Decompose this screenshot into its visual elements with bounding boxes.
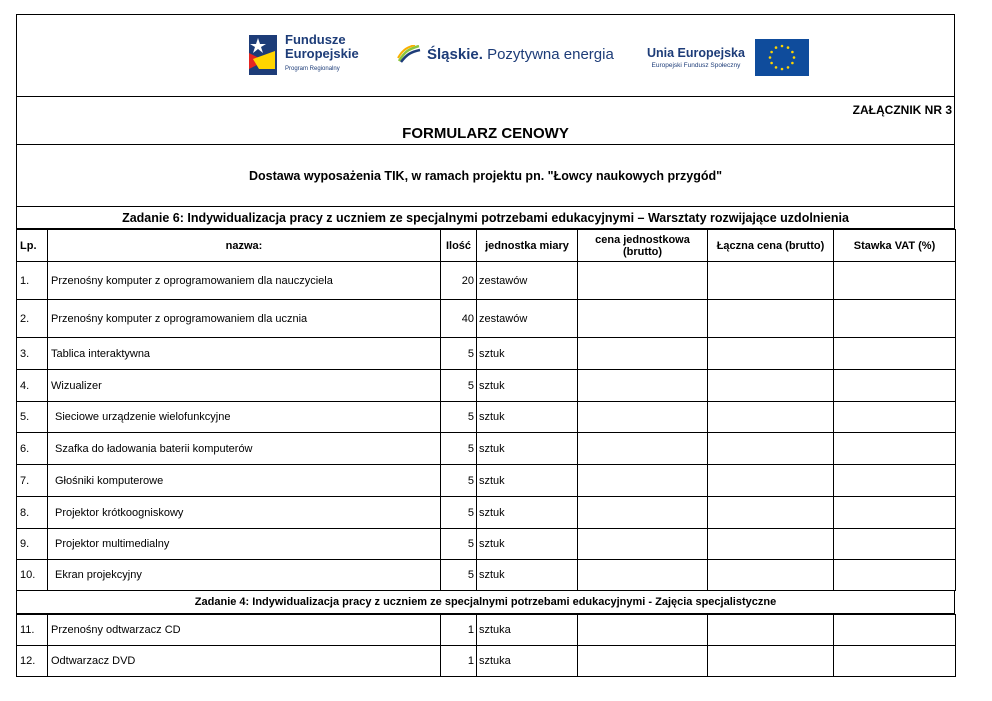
price-table-task4 bbox=[16, 614, 956, 677]
fe-line1: Fundusze bbox=[285, 32, 346, 47]
cell-total[interactable] bbox=[708, 529, 834, 560]
cell-name: Wizualizer bbox=[48, 370, 441, 402]
cell-name: Przenośny odtwarzacz CD bbox=[48, 615, 441, 646]
cell-unit-price[interactable] bbox=[578, 300, 708, 338]
unia-europejska-logo bbox=[647, 39, 809, 76]
cell-qty: 5 bbox=[441, 433, 477, 465]
cell-unit-price[interactable] bbox=[578, 646, 708, 677]
eu-flag-icon bbox=[755, 39, 809, 76]
table-row bbox=[17, 433, 956, 465]
table-row bbox=[17, 300, 956, 338]
logo-header bbox=[16, 14, 955, 97]
fe-line2: Europejskie bbox=[285, 46, 359, 61]
cell-lp: 2. bbox=[17, 300, 48, 338]
price-form-sheet bbox=[16, 14, 955, 677]
cell-lp: 11. bbox=[17, 615, 48, 646]
table-row bbox=[17, 402, 956, 433]
subject-section bbox=[16, 145, 955, 207]
cell-total[interactable] bbox=[708, 262, 834, 300]
cell-unit: sztuk bbox=[477, 497, 578, 529]
title-section bbox=[16, 97, 955, 145]
cell-name: Przenośny komputer z oprogramowaniem dla nauczyciela bbox=[48, 262, 441, 300]
cell-lp: 3. bbox=[17, 338, 48, 370]
col-lp: Lp. bbox=[17, 230, 48, 262]
cell-name: Tablica interaktywna bbox=[48, 338, 441, 370]
cell-qty: 5 bbox=[441, 497, 477, 529]
cell-vat[interactable] bbox=[834, 465, 956, 497]
cell-name: Projektor krótkoogniskowy bbox=[48, 497, 441, 529]
cell-vat[interactable] bbox=[834, 300, 956, 338]
cell-name: Ekran projekcyjny bbox=[48, 560, 441, 591]
cell-unit: sztuk bbox=[477, 529, 578, 560]
cell-unit: sztuka bbox=[477, 646, 578, 677]
cell-vat[interactable] bbox=[834, 560, 956, 591]
cell-unit: sztuk bbox=[477, 402, 578, 433]
task6-heading: Zadanie 6: Indywidualizacja pracy z uczniem ze specjalnymi potrzebami edukacyjnymi – Warsztaty rozwijające uzdolnienia bbox=[16, 207, 955, 229]
col-qty: Ilość bbox=[441, 230, 477, 262]
cell-vat[interactable] bbox=[834, 433, 956, 465]
cell-lp: 9. bbox=[17, 529, 48, 560]
subject-text: Dostawa wyposażenia TIK, w ramach projektu pn. "Łowcy naukowych przygód" bbox=[248, 169, 723, 183]
cell-qty: 5 bbox=[441, 465, 477, 497]
cell-total[interactable] bbox=[708, 300, 834, 338]
cell-unit: sztuk bbox=[477, 433, 578, 465]
cell-qty: 5 bbox=[441, 338, 477, 370]
cell-lp: 7. bbox=[17, 465, 48, 497]
form-title: FORMULARZ CENOWY bbox=[402, 125, 569, 142]
cell-vat[interactable] bbox=[834, 646, 956, 677]
slaskie-wave-icon bbox=[397, 45, 421, 63]
cell-lp: 6. bbox=[17, 433, 48, 465]
col-name: nazwa: bbox=[48, 230, 441, 262]
fundusze-europejskie-mark-icon bbox=[249, 35, 277, 75]
cell-name: Projektor multimedialny bbox=[48, 529, 441, 560]
cell-qty: 5 bbox=[441, 402, 477, 433]
table-row bbox=[17, 529, 956, 560]
table-row bbox=[17, 615, 956, 646]
cell-vat[interactable] bbox=[834, 262, 956, 300]
cell-unit: sztuk bbox=[477, 370, 578, 402]
cell-vat[interactable] bbox=[834, 497, 956, 529]
cell-unit-price[interactable] bbox=[578, 402, 708, 433]
cell-name: Głośniki komputerowe bbox=[48, 465, 441, 497]
fundusze-europejskie-logo bbox=[249, 33, 359, 76]
table-row bbox=[17, 465, 956, 497]
cell-qty: 1 bbox=[441, 615, 477, 646]
slaskie-slogan: Pozytywna energia bbox=[487, 45, 614, 63]
task4-heading: Zadanie 4: Indywidualizacja pracy z uczniem ze specjalnymi potrzebami edukacyjnymi - Zajęcia specjalistyczne bbox=[16, 591, 955, 614]
cell-lp: 12. bbox=[17, 646, 48, 677]
cell-unit-price[interactable] bbox=[578, 529, 708, 560]
slaskie-brand: Śląskie. bbox=[427, 45, 483, 63]
ue-title: Unia Europejska bbox=[647, 46, 745, 60]
cell-name: Odtwarzacz DVD bbox=[48, 646, 441, 677]
cell-unit-price[interactable] bbox=[578, 262, 708, 300]
cell-unit: sztuk bbox=[477, 338, 578, 370]
cell-unit: sztuk bbox=[477, 560, 578, 591]
cell-total[interactable] bbox=[708, 465, 834, 497]
cell-total[interactable] bbox=[708, 497, 834, 529]
cell-qty: 5 bbox=[441, 560, 477, 591]
col-total: Łączna cena (brutto) bbox=[708, 230, 834, 262]
cell-unit: zestawów bbox=[477, 262, 578, 300]
cell-total[interactable] bbox=[708, 370, 834, 402]
cell-total[interactable] bbox=[708, 646, 834, 677]
cell-unit: sztuka bbox=[477, 615, 578, 646]
col-unit: jednostka miary bbox=[477, 230, 578, 262]
cell-unit: zestawów bbox=[477, 300, 578, 338]
price-table-task6 bbox=[16, 229, 956, 591]
cell-qty: 1 bbox=[441, 646, 477, 677]
table-row bbox=[17, 560, 956, 591]
cell-lp: 10. bbox=[17, 560, 48, 591]
cell-name: Przenośny komputer z oprogramowaniem dla ucznia bbox=[48, 300, 441, 338]
table-row bbox=[17, 497, 956, 529]
cell-vat[interactable] bbox=[834, 370, 956, 402]
col-unit-price: cena jednostkowa (brutto) bbox=[578, 230, 708, 262]
cell-unit-price[interactable] bbox=[578, 615, 708, 646]
cell-unit-price[interactable] bbox=[578, 497, 708, 529]
cell-total[interactable] bbox=[708, 433, 834, 465]
cell-total[interactable] bbox=[708, 615, 834, 646]
cell-vat[interactable] bbox=[834, 338, 956, 370]
cell-vat[interactable] bbox=[834, 529, 956, 560]
cell-lp: 5. bbox=[17, 402, 48, 433]
cell-total[interactable] bbox=[708, 402, 834, 433]
cell-unit-price[interactable] bbox=[578, 370, 708, 402]
cell-total[interactable] bbox=[708, 560, 834, 591]
table-row bbox=[17, 370, 956, 402]
cell-unit: sztuk bbox=[477, 465, 578, 497]
cell-unit-price[interactable] bbox=[578, 560, 708, 591]
ue-sub: Europejski Fundusz Społeczny bbox=[651, 62, 741, 69]
cell-vat[interactable] bbox=[834, 402, 956, 433]
table-row bbox=[17, 262, 956, 300]
cell-qty: 40 bbox=[441, 300, 477, 338]
cell-lp: 4. bbox=[17, 370, 48, 402]
slaskie-logo bbox=[397, 45, 614, 63]
cell-unit-price[interactable] bbox=[578, 338, 708, 370]
cell-qty: 5 bbox=[441, 529, 477, 560]
cell-qty: 20 bbox=[441, 262, 477, 300]
table-row bbox=[17, 338, 956, 370]
cell-total[interactable] bbox=[708, 338, 834, 370]
cell-unit-price[interactable] bbox=[578, 433, 708, 465]
table-header-row bbox=[17, 230, 956, 262]
cell-unit-price[interactable] bbox=[578, 465, 708, 497]
cell-qty: 5 bbox=[441, 370, 477, 402]
cell-name: Szafka do ładowania baterii komputerów bbox=[48, 433, 441, 465]
fe-sub: Program Regionalny bbox=[285, 66, 340, 72]
cell-lp: 1. bbox=[17, 262, 48, 300]
col-vat: Stawka VAT (%) bbox=[834, 230, 956, 262]
cell-lp: 8. bbox=[17, 497, 48, 529]
cell-vat[interactable] bbox=[834, 615, 956, 646]
annex-label: ZAŁĄCZNIK NR 3 bbox=[852, 103, 952, 117]
cell-name: Sieciowe urządzenie wielofunkcyjne bbox=[48, 402, 441, 433]
table-row bbox=[17, 646, 956, 677]
